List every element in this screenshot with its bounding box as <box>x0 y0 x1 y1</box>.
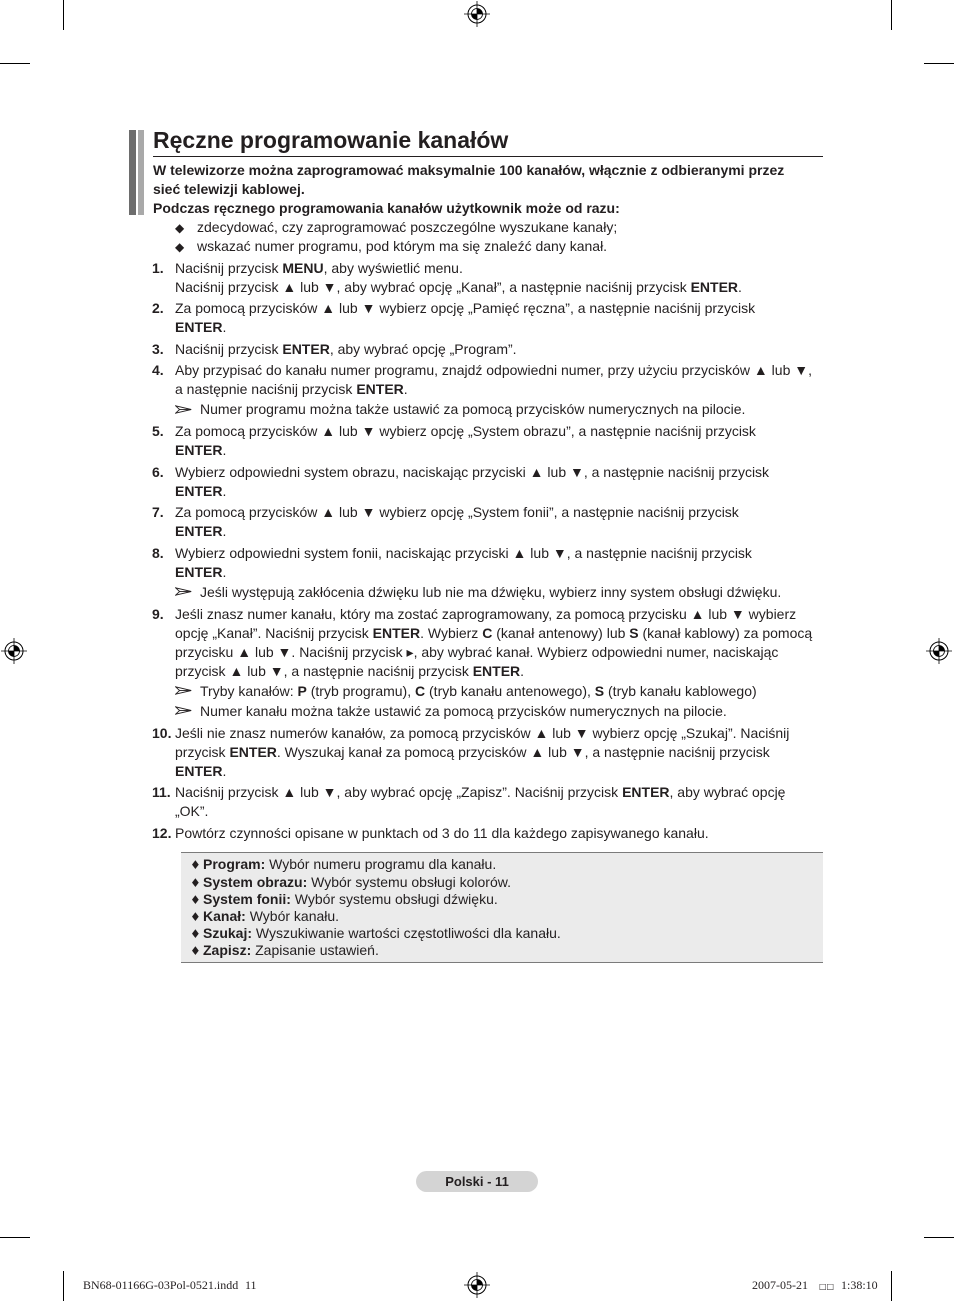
step-number: 12. <box>152 824 172 841</box>
step-item <box>152 544 812 602</box>
crop-mark <box>891 1271 892 1301</box>
info-text: Wybór numeru programu dla kanału. <box>269 856 497 873</box>
step-number: 10. <box>152 724 172 741</box>
text-run: Numer kanału można także ustawić za pomocą przycisków numerycznych na pilocie. <box>200 703 727 719</box>
note-line <box>152 702 812 721</box>
info-text: Wyszukiwanie wartości częstotliwości dla kanału. <box>255 925 561 942</box>
step-line <box>152 278 812 297</box>
diamond-bullet-icon <box>175 238 197 257</box>
step-line <box>152 259 812 278</box>
info-box <box>181 852 823 963</box>
step-number: 11. <box>152 784 171 801</box>
text-run: Jeśli nie znasz numerów kanałów, za pomocą przycisków ▲ lub ▼ wybierz opcję „Szukaj”. Naciśnij <box>175 724 790 741</box>
info-row <box>181 925 823 942</box>
text-run: . <box>222 563 227 580</box>
bold-text: ENTER <box>175 762 223 779</box>
text-run: (tryb kanału antenowego), <box>425 682 595 699</box>
step-item <box>152 724 812 781</box>
title-bar-decoration <box>129 130 136 215</box>
text-run: Wybierz odpowiedni system fonii, naciskając przyciski ▲ lub ▼, a następnie naciśnij przycisk <box>175 544 752 561</box>
text-run: Powtórz czynności opisane w punktach od 3 do 11 dla każdego zapisywanego kanału. <box>175 824 709 841</box>
bold-text: S <box>594 682 605 699</box>
note-text <box>200 584 781 600</box>
text-run: . <box>222 442 227 459</box>
step-item <box>152 259 812 297</box>
bold-text: ENTER <box>472 662 521 679</box>
step-line <box>152 824 812 843</box>
bold-text: C <box>482 624 493 641</box>
text-run: Tryby kanałów: <box>200 682 298 699</box>
bold-text: ENTER <box>175 442 223 459</box>
bold-text: MENU <box>282 259 324 276</box>
step-item <box>152 503 812 541</box>
text-run: . Wybierz <box>420 624 483 641</box>
step-number: 6. <box>152 463 164 480</box>
bold-text: ENTER <box>175 482 223 499</box>
step-number: 5. <box>152 423 164 440</box>
bold-text: P <box>297 682 307 699</box>
text-run: Za pomocą przycisków ▲ lub ▼ wybierz opcję „System obrazu”, a następnie naciśnij przycisk <box>175 423 756 440</box>
step-number: 4. <box>152 362 164 379</box>
diamond-bullet-icon <box>190 926 203 943</box>
text-run: przycisk <box>175 743 230 760</box>
text-run: , aby wyświetlić menu. <box>323 259 463 276</box>
text-run: . <box>222 762 227 779</box>
crop-mark <box>924 63 954 64</box>
title-underline <box>153 156 823 157</box>
print-slug-page: 11 <box>245 1278 257 1292</box>
text-run: opcję „Kanał”. Naciśnij przycisk <box>175 624 373 641</box>
step-line <box>152 544 812 563</box>
bullet-text: zdecydować, czy zaprogramować poszczególne wyszukane kanały; <box>197 218 618 235</box>
diamond-bullet-icon <box>190 857 203 874</box>
text-run: „OK”. <box>175 803 209 820</box>
crop-mark <box>63 0 64 30</box>
step-line <box>152 299 812 318</box>
note-arrow-icon <box>175 682 200 701</box>
text-run: a następnie naciśnij przycisk <box>175 381 357 398</box>
info-label: Szukaj: <box>203 925 253 942</box>
step-line <box>152 340 812 359</box>
note-line <box>152 400 812 419</box>
diamond-bullet-icon <box>190 909 203 926</box>
note-line <box>152 583 812 602</box>
text-run: Za pomocą przycisków ▲ lub ▼ wybierz opcję „Pamięć ręczna”, a następnie naciśnij przycisk <box>175 300 756 317</box>
print-slug-file: BN68-01166G-03Pol-0521.indd <box>83 1278 239 1292</box>
note-arrow-icon <box>175 702 200 721</box>
step-line <box>152 743 812 762</box>
bold-text: C <box>415 682 426 699</box>
step-number: 3. <box>152 340 164 357</box>
bullet-text: wskazać numer programu, pod którym ma się znaleźć dany kanał. <box>197 237 608 254</box>
note-text <box>200 683 757 699</box>
step-line <box>152 563 812 582</box>
info-row <box>181 891 823 908</box>
text-run: (kanał antenowy) lub <box>492 624 630 641</box>
info-label: Program: <box>203 856 266 873</box>
step-line <box>152 361 812 380</box>
info-label: Kanał: <box>203 907 246 924</box>
step-line <box>152 318 812 337</box>
text-run: Wybierz odpowiedni system obrazu, naciskając przyciski ▲ lub ▼, a następnie naciśnij przycisk <box>175 463 770 480</box>
text-run: . <box>222 523 227 540</box>
registration-mark <box>463 1271 491 1299</box>
step-item <box>152 340 812 359</box>
text-run: . Wyszukaj kanał za pomocą przycisków ▲ lub ▼, a następnie naciśnij przycisk <box>276 743 770 760</box>
step-line <box>152 783 812 802</box>
diamond-bullet-icon <box>190 943 203 960</box>
bullet-item <box>152 218 784 237</box>
text-run: Numer programu można także ustawić za pomocą przycisków numerycznych na pilocie. <box>200 401 746 418</box>
print-slug-glyphs: □□ <box>819 1282 835 1291</box>
text-run: Naciśnij przycisk <box>175 259 283 276</box>
text-run: przycisk ▲ lub ▼, a następnie naciśnij przycisk <box>175 662 473 679</box>
step-line <box>152 662 812 681</box>
step-number: 8. <box>152 544 164 561</box>
info-label: Zapisz: <box>203 942 252 959</box>
title-bar-decoration <box>138 130 144 215</box>
info-label: System obrazu: <box>203 873 308 890</box>
info-row <box>181 856 823 873</box>
step-item <box>152 299 812 337</box>
step-item <box>152 361 812 419</box>
text-run: Jeśli znasz numer kanału, który ma zostać zaprogramowany, za pomocą przycisku ▲ lub ▼ wybierz <box>175 605 797 622</box>
diamond-bullet-icon <box>190 875 203 892</box>
text-run: . <box>222 482 227 499</box>
note-arrow-icon <box>175 583 200 602</box>
step-line <box>152 643 812 662</box>
text-run: (tryb programu), <box>306 682 415 699</box>
step-line <box>152 463 812 482</box>
page-number-label: Polski - 11 <box>416 1171 538 1192</box>
step-item <box>152 783 812 821</box>
info-row <box>181 908 823 925</box>
step-line <box>152 503 812 522</box>
note-line <box>152 682 812 701</box>
text-run: , aby wybrać opcję <box>669 784 786 801</box>
step-number: 9. <box>152 605 164 622</box>
step-line <box>152 482 812 501</box>
diamond-bullet-icon <box>190 892 203 909</box>
steps-list <box>152 259 812 843</box>
text-run: Aby przypisać do kanału numer programu, znajdź odpowiedni numer, przy użyciu przycisków ▲ lub ▼, <box>175 362 812 379</box>
crop-mark <box>924 1237 954 1238</box>
text-run: . <box>520 662 525 679</box>
step-line <box>152 802 812 821</box>
bold-text: ENTER <box>229 743 277 760</box>
step-line <box>152 422 812 441</box>
registration-mark <box>925 637 953 665</box>
crop-mark <box>63 1271 64 1301</box>
intro-section <box>152 161 784 256</box>
bold-text: ENTER <box>175 563 223 580</box>
diamond-bullet-icon <box>175 219 197 238</box>
step-line <box>152 441 812 460</box>
bold-text: S <box>629 624 639 641</box>
step-line <box>152 380 812 399</box>
info-text: Wybór systemu obsługi dźwięku. <box>294 890 498 907</box>
text-run: . <box>222 319 227 336</box>
intro-line: Podczas ręcznego programowania kanałów użytkownik może od razu: <box>153 199 620 216</box>
step-item <box>152 605 812 721</box>
bold-text: ENTER <box>372 624 421 641</box>
text-run: Naciśnij przycisk ▲ lub ▼, aby wybrać opcję „Kanał”, a następnie naciśnij przycisk <box>175 278 691 295</box>
text-run: , aby wybrać opcję „Program”. <box>329 340 517 357</box>
crop-mark <box>0 1237 30 1238</box>
step-line <box>152 522 812 541</box>
info-row <box>181 942 823 959</box>
bold-text: ENTER <box>175 523 223 540</box>
print-slug-date: 2007-05-21 <box>752 1278 808 1292</box>
info-text: Wybór systemu obsługi kolorów. <box>311 873 511 890</box>
info-label: System fonii: <box>203 890 291 907</box>
text-run: . <box>403 381 408 398</box>
step-line <box>152 724 812 743</box>
step-line <box>152 762 812 781</box>
bullet-item <box>152 237 784 256</box>
bold-text: ENTER <box>175 319 223 336</box>
text-run: (tryb kanału kablowego) <box>604 682 757 699</box>
bold-text: ENTER <box>282 340 330 357</box>
text-run: Naciśnij przycisk <box>175 340 283 357</box>
text-run: Jeśli występują zakłócenia dźwięku lub nie ma dźwięku, wybierz inny system obsługi dźwięku. <box>200 584 782 601</box>
bold-text: ENTER <box>690 278 739 295</box>
bold-text: ENTER <box>622 784 670 801</box>
info-text: Zapisanie ustawień. <box>255 942 379 959</box>
crop-mark <box>891 0 892 30</box>
note-text <box>200 703 727 719</box>
page-title: Ręczne programowanie kanałów <box>153 127 509 153</box>
print-slug-time: 1:38:10 <box>841 1278 878 1292</box>
step-line <box>152 605 812 624</box>
step-number: 1. <box>152 259 164 276</box>
note-arrow-icon <box>175 400 200 419</box>
info-text: Wybór kanału. <box>249 907 340 924</box>
intro-line: sieć telewizji kablowej. <box>153 180 305 197</box>
text-run: Za pomocą przycisków ▲ lub ▼ wybierz opcję „System fonii”, a następnie naciśnij przycisk <box>175 504 739 521</box>
note-text <box>200 401 745 417</box>
step-item <box>152 463 812 501</box>
step-number: 7. <box>152 504 164 521</box>
intro-line: W telewizorze można zaprogramować maksymalnie 100 kanałów, włącznie z odbieranymi przez <box>153 161 785 178</box>
text-run: (kanał kablowy) za pomocą <box>638 624 813 641</box>
registration-mark <box>0 637 28 665</box>
step-line <box>152 624 812 643</box>
text-run: . <box>738 278 742 295</box>
step-item <box>152 824 812 843</box>
registration-mark <box>463 0 491 28</box>
bold-text: ENTER <box>356 381 404 398</box>
crop-mark <box>0 63 30 64</box>
text-run: Naciśnij przycisk ▲ lub ▼, aby wybrać opcję „Zapisz”. Naciśnij przycisk <box>175 784 623 801</box>
info-row <box>181 874 823 891</box>
step-item <box>152 422 812 460</box>
step-number: 2. <box>152 300 164 317</box>
text-run: przycisku ▲ lub ▼. Naciśnij przycisk ▸, aby wybrać kanał. Wybierz odpowiedni numer, naciskając <box>175 643 779 660</box>
